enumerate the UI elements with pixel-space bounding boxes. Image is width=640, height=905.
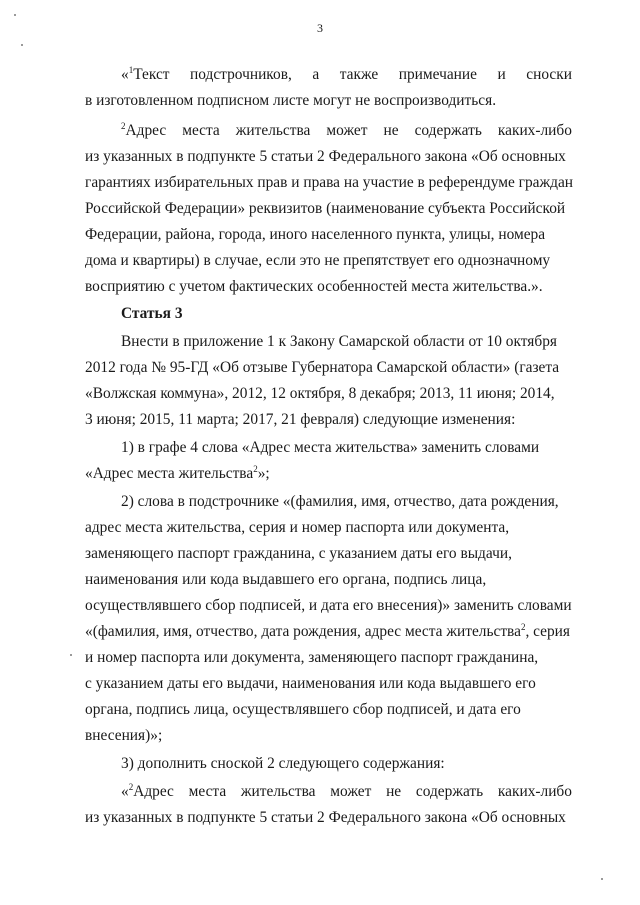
article-heading: Статья 3 (121, 305, 183, 322)
footnote1-line2: в изготовленном подписном листе могут не воспроизводиться. (85, 92, 497, 109)
footnote1-line1 (121, 66, 572, 84)
article3-intro-line2: 2012 года № 95-ГД «Об отзыве Губернатора Самарской области» (газета (85, 359, 560, 376)
footnote2-line4: Российской Федерации» реквизитов (наименование субъекта Российской (85, 200, 566, 217)
word: места (182, 122, 220, 139)
article3-intro-line3: «Волжская коммуна», 2012, 12 октября, 8 декабря; 2013, 11 июня; 2014, (85, 385, 555, 402)
footnote2-line7: восприятию с учетом фактических особенностей места жительства.». (85, 278, 543, 295)
word: места (188, 783, 227, 800)
scan-speck (14, 14, 16, 16)
item1-line2: «Адрес места жительства$^2$»; (85, 464, 270, 482)
word: жительства (240, 783, 316, 800)
footnote2-line1 (121, 122, 572, 140)
footnote2-first-word: $^2$Адрес (121, 121, 167, 139)
word: жительства (235, 122, 311, 139)
quote-line1 (121, 783, 572, 801)
footnote2-line6: дома и квартиры) в случае, если это не препятствует его однозначному (85, 252, 551, 269)
scan-speck (601, 878, 603, 880)
quote-line2: из указанных в подпункте 5 статьи 2 Федерального закона «Об основных (85, 809, 566, 826)
word: может (330, 783, 372, 800)
word: содержать (415, 783, 484, 800)
item2-line6: «(фамилия, имя, отчество, дата рождения, адрес места жительства$^2$, серия (85, 622, 570, 640)
word: содержать (414, 122, 482, 139)
word: может (326, 122, 368, 139)
word: сноски (526, 66, 572, 83)
article3-intro-line1: Внести в приложение 1 к Закону Самарской области от 10 октября (121, 333, 557, 350)
item2-line10: внесения)»; (85, 727, 163, 744)
item3-line1: 3) дополнить сноской 2 следующего содержания: (121, 755, 445, 772)
footnote2-line5: Федерации, района, города, иного населенного пункта, улицы, номера (85, 226, 546, 243)
item2-line7: и номер паспорта или документа, заменяющего паспорт гражданина, (85, 649, 539, 666)
word: каких-либо (497, 783, 572, 800)
word: не (383, 122, 399, 139)
article3-intro-line4: 3 июня; 2015, 11 марта; 2017, 21 февраля) следующие изменения: (85, 411, 516, 428)
word: и (497, 66, 506, 83)
footnote1-first-word: «$^1$Текст (121, 65, 170, 83)
item2-line9: органа, подпись лица, осуществлявшего сбор подписей, и дата его (85, 701, 521, 718)
page-number: 3 (317, 21, 323, 35)
scan-speck (21, 44, 23, 46)
quote-first-word: «$^2$Адрес (121, 782, 174, 800)
item2-line8: с указанием даты его выдачи, наименования или кода выдавшего его (85, 675, 536, 692)
word: а (312, 66, 320, 83)
item2-line1: 2) слова в подстрочнике «(фамилия, имя, отчество, дата рождения, (121, 493, 559, 510)
word: примечание (398, 66, 477, 83)
word: подстрочников, (190, 66, 292, 83)
item2-line4: наименования или кода выдавшего его органа, подпись лица, (85, 571, 487, 588)
footnote2-line2: из указанных в подпункте 5 статьи 2 Федерального закона «Об основных (85, 148, 566, 165)
item2-line2: адрес места жительства, серия и номер паспорта или документа, (85, 519, 510, 536)
item2-line5: осуществлявшего сбор подписей, и дата его внесения)» заменить словами (85, 597, 572, 614)
footnote2-line3: гарантиях избирательных прав и права на участие в референдуме граждан (85, 174, 574, 191)
word: не (386, 783, 402, 800)
item1-line1: 1) в графе 4 слова «Адрес места жительства» заменить словами (121, 439, 540, 456)
word: также (339, 66, 379, 83)
word: каких-либо (497, 122, 572, 139)
scan-speck (70, 654, 72, 656)
item2-line3: заменяющего паспорт гражданина, с указанием даты его выдачи, (85, 545, 512, 562)
